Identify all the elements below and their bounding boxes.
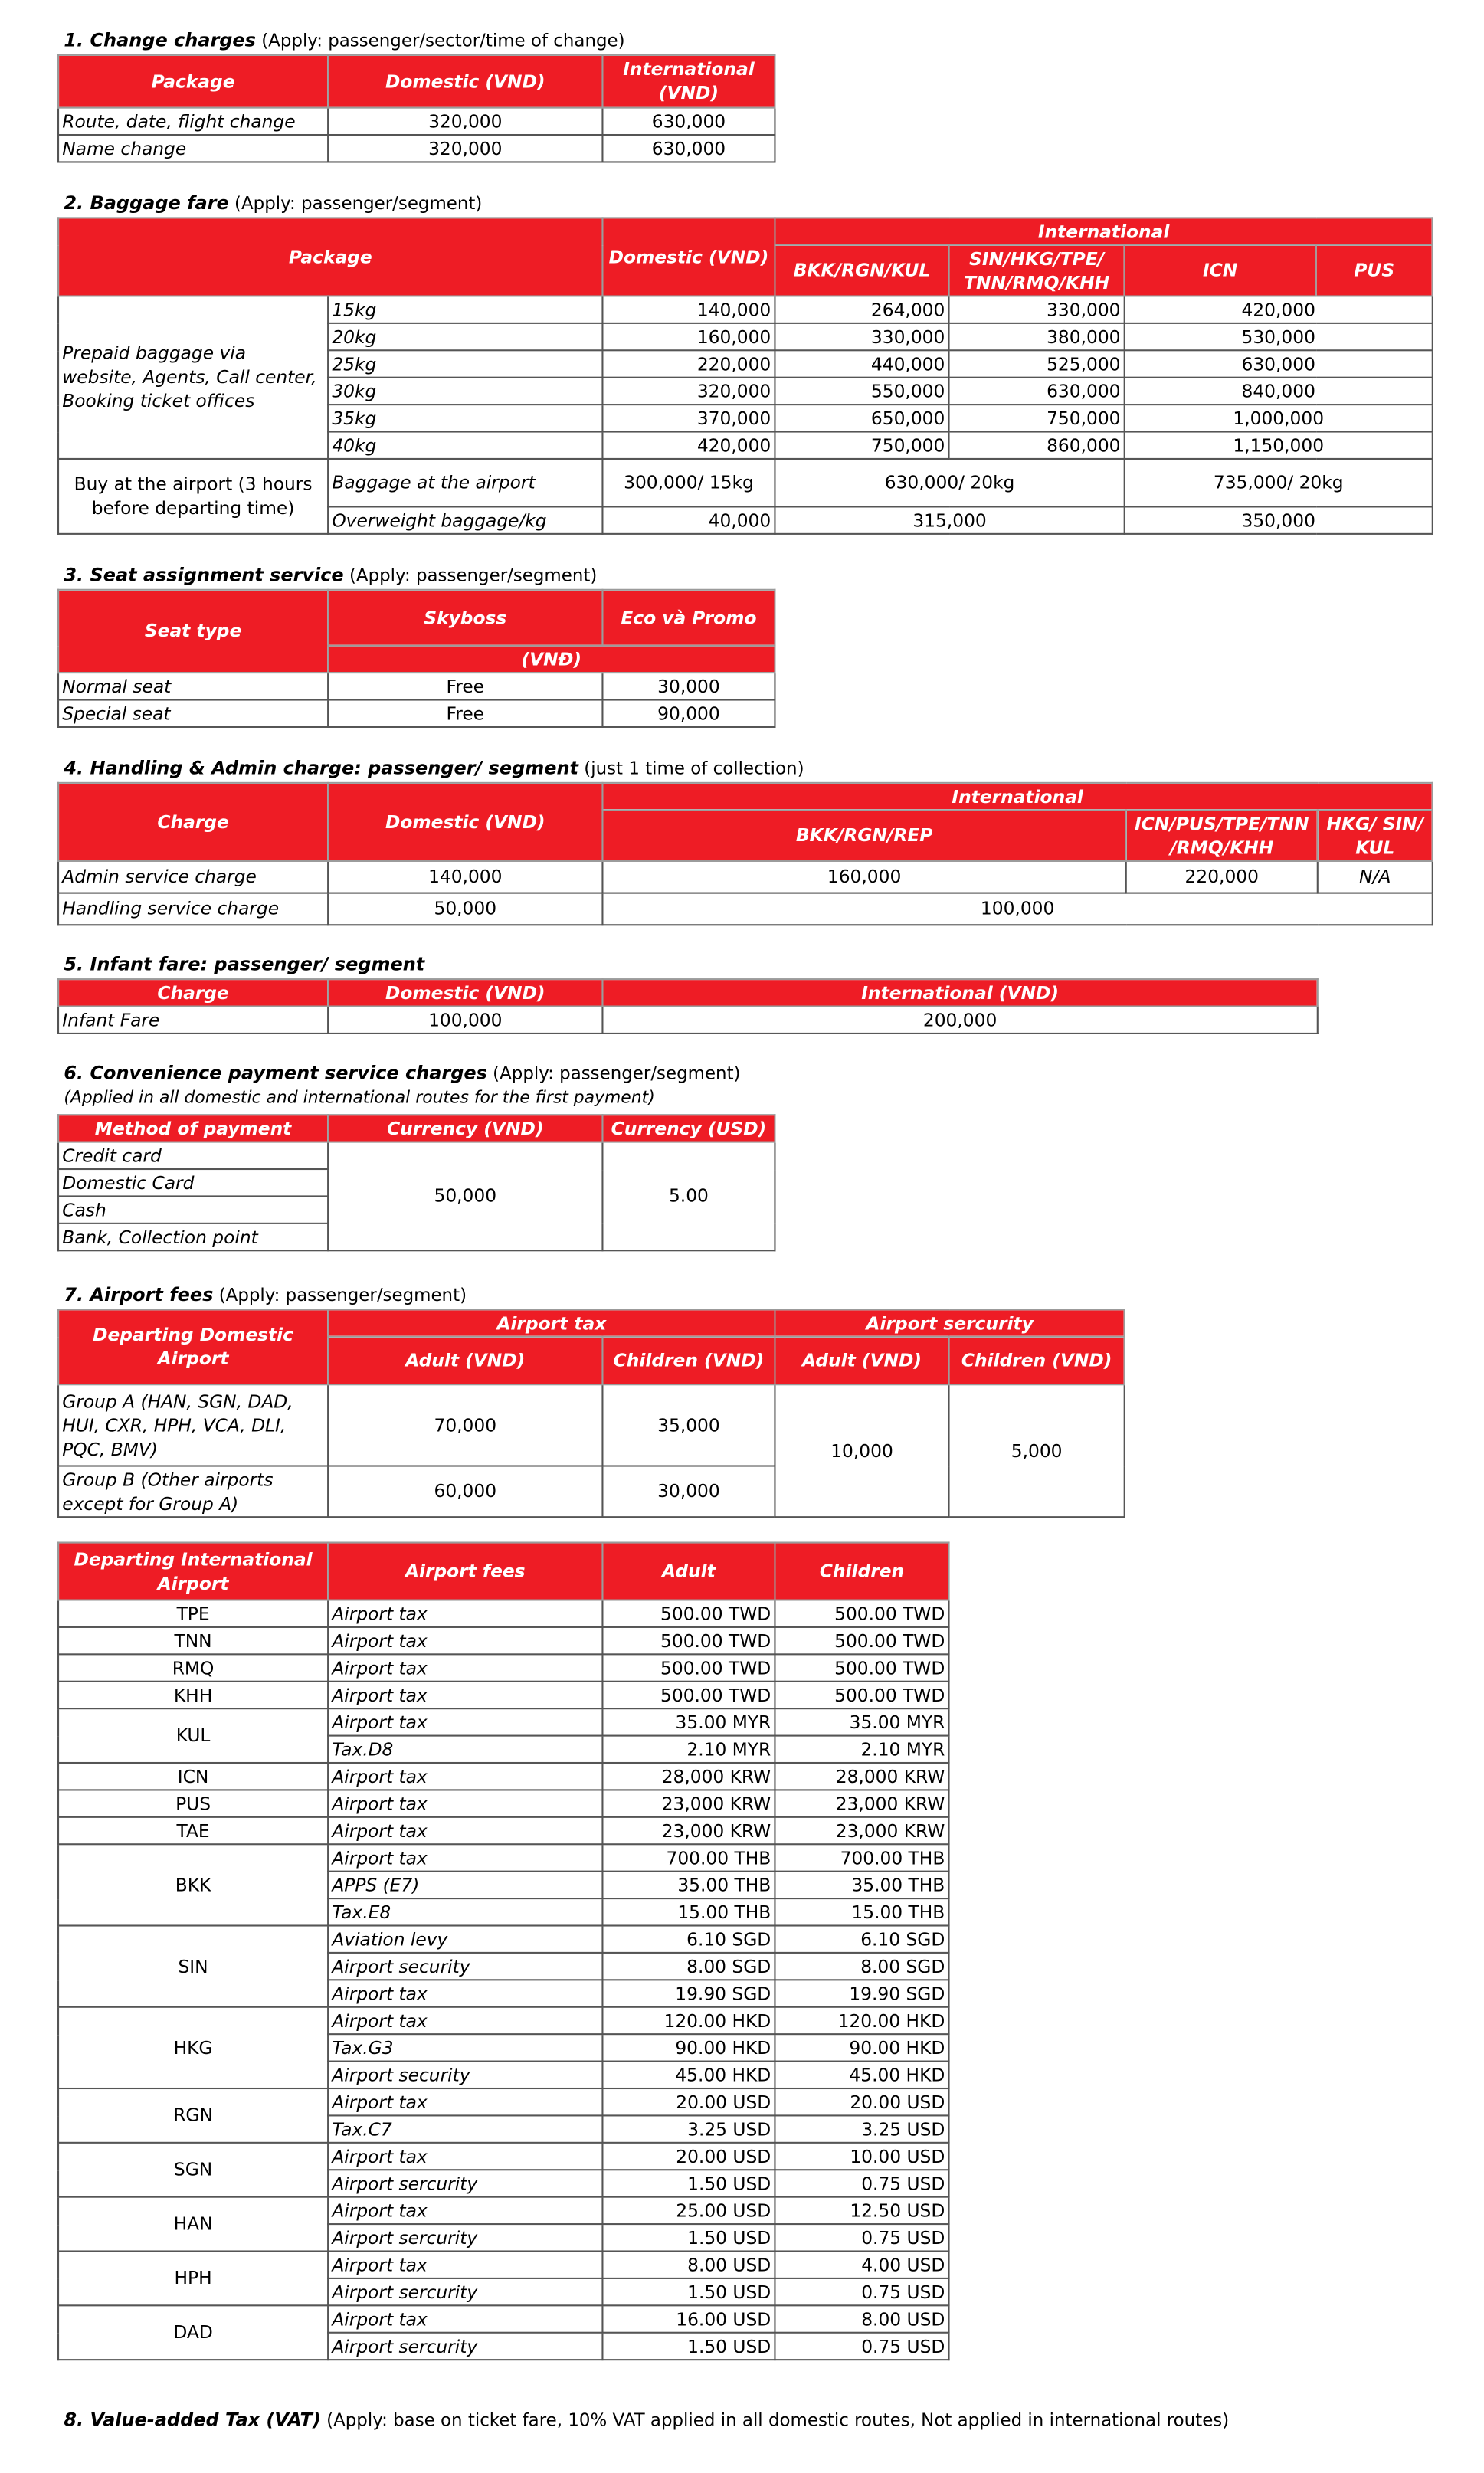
airport-code: PUS	[58, 1790, 328, 1816]
table-row: 25kg 220,000 440,000 525,000 630,000	[58, 350, 1433, 377]
section-6-subnote: (Applied in all domestic and international routes for the first payment)	[64, 1088, 655, 1108]
table-row	[58, 2143, 948, 2170]
table-row	[58, 1763, 948, 1790]
fee-name: Airport tax	[328, 1980, 602, 2006]
airport-code: HPH	[58, 2251, 328, 2305]
children-fee: 0.75 USD	[775, 2170, 948, 2196]
children-fee: 12.50 USD	[775, 2197, 948, 2224]
airport-code: TAE	[58, 1817, 328, 1844]
infant-fare-table: Charge Domestic (VND) International (VND) Infant Fare 100,000 200,000	[57, 978, 1319, 1034]
section-2-title: 2. Baggage fare (Apply: passenger/segment)	[64, 191, 483, 215]
adult-fee: 500.00 TWD	[602, 1682, 775, 1708]
international-airport-fees-table: Departing International Airport Airport fees Adult Children TPE Airport tax 500.00 TWD 500.00 TWD TNN Airport tax 500.00 TWD 500.00 TWD RMQ Airport tax 500.00 TWD 500.00 TWD KHH Airport tax 500.00 TWD 500.00 TWD KUL Airport tax 35.00 MYR 35.00 MYR Tax.D8 2.10 MYR 2.10 MYR ICN Airport tax 28,000 KRW 28,000 KRW PUS Airport tax 23,000 KRW 23,000 KRW TAE Airport tax 23,000 KRW 23,000 KRW BKK Airport tax 700.00 THB 700.00 THB APPS (E7) 35.00 THB 35.00 THB Tax.E8 15.00 THB 15.00 THB SIN Aviation levy 6.10 SGD 6.10 SGD Airport security 8.00 SGD 8.00 SGD Airport tax 19.90 SGD 19.90 SGD HKG Airport tax 120.00 HKD 120.00 HKD Tax.G3 90.00 HKD 90.00 HKD Airport security 45.00 HKD 45.00 HKD RGN Airport tax 20.00 USD 20.00 USD Tax.C7 3.25 USD 3.25 USD SGN Airport tax 20.00 USD 10.00 USD Airport sercurity 1.50 USD 0.75 USD HAN Airport tax 25.00 USD 12.50 USD Airport sercurity 1.50 USD 0.75 USD HPH Airport tax 8.00 USD 4.00 USD Airport sercurity 1.50 USD 0.75 USD DAD Airport tax 16.00 USD 8.00 USD Airport sercurity 1.50 USD 0.75 USD	[57, 1541, 950, 2360]
fee-name: Airport tax	[328, 2143, 602, 2170]
children-fee: 3.25 USD	[775, 2115, 948, 2142]
children-fee: 35.00 THB	[775, 1872, 948, 1898]
adult-fee: 1.50 USD	[602, 2170, 775, 2196]
table-row	[58, 1844, 948, 1871]
children-fee: 0.75 USD	[775, 2333, 948, 2360]
adult-fee: 6.10 SGD	[602, 1926, 775, 1953]
adult-fee: 25.00 USD	[602, 2197, 775, 2224]
adult-fee: 35.00 MYR	[602, 1708, 775, 1735]
adult-fee: 3.25 USD	[602, 2115, 775, 2142]
adult-fee: 1.50 USD	[602, 2333, 775, 2360]
table-row: Group A (HAN, SGN, DAD, HUI, CXR, HPH, VCA, DLI, PQC, BMV) 70,000 35,000 10,000 5,000	[58, 1384, 1125, 1466]
children-fee: 20.00 USD	[775, 2088, 948, 2115]
airport-code: HAN	[58, 2197, 328, 2252]
table-row: 40kg 420,000 750,000 860,000 1,150,000	[58, 432, 1433, 459]
fee-name: Tax.D8	[328, 1736, 602, 1763]
table-row	[58, 2305, 948, 2332]
adult-fee: 20.00 USD	[602, 2088, 775, 2115]
table-row: Admin service charge 140,000 160,000 220,000 N/A	[58, 861, 1433, 893]
adult-fee: 120.00 HKD	[602, 2007, 775, 2034]
airport-code: HKG	[58, 2007, 328, 2088]
fee-name: Airport sercurity	[328, 2224, 602, 2251]
adult-fee: 16.00 USD	[602, 2305, 775, 2332]
fee-name: APPS (E7)	[328, 1872, 602, 1898]
children-fee: 4.00 USD	[775, 2251, 948, 2278]
table-row: 30kg 320,000 550,000 630,000 840,000	[58, 378, 1433, 405]
fee-name: Airport tax	[328, 2007, 602, 2034]
table-row: Infant Fare 100,000 200,000	[58, 1007, 1318, 1033]
children-fee: 500.00 TWD	[775, 1682, 948, 1708]
adult-fee: 700.00 THB	[602, 1844, 775, 1871]
fee-name: Airport sercurity	[328, 2333, 602, 2360]
seat-assignment-table: Seat type Skyboss Eco và Promo (VNĐ) Normal seat Free 30,000 Special seat Free 90,000	[57, 589, 775, 728]
children-fee: 23,000 KRW	[775, 1790, 948, 1816]
table-row: Name change 320,000 630,000	[58, 135, 775, 162]
fee-name: Airport tax	[328, 1682, 602, 1708]
fee-name: Airport tax	[328, 2251, 602, 2278]
payment-charges-table: Method of payment Currency (VND) Currency (USD) Credit card 50,000 5.00 Domestic Card Cash Bank, Collection point	[57, 1114, 775, 1251]
airport-code: RMQ	[58, 1654, 328, 1681]
adult-fee: 19.90 SGD	[602, 1980, 775, 2006]
domestic-airport-fees-table: Departing Domestic Airport Airport tax Airport sercurity Adult (VND) Children (VND) Adult (VND) Children (VND) Group A (HAN, SGN, DAD, HUI, CXR, HPH, VCA, DLI, PQC, BMV) 70,000 35,000 10,000 5,000 Group B (Other airports except for Group A) 60,000 30,000	[57, 1309, 1125, 1518]
table-row: Special seat Free 90,000	[58, 700, 775, 727]
section-1-title: 1. Change charges (Apply: passenger/sector/time of change)	[64, 28, 625, 51]
table-row: 35kg 370,000 650,000 750,000 1,000,000	[58, 405, 1433, 431]
table-row	[58, 1790, 948, 1816]
airport-code: ICN	[58, 1763, 328, 1790]
fee-name: Airport sercurity	[328, 2278, 602, 2305]
children-fee: 28,000 KRW	[775, 1763, 948, 1790]
children-fee: 15.00 THB	[775, 1898, 948, 1925]
airport-code: TPE	[58, 1600, 328, 1627]
airport-code: TNN	[58, 1627, 328, 1654]
airport-code: BKK	[58, 1844, 328, 1925]
children-fee: 500.00 TWD	[775, 1654, 948, 1681]
table-row: Cash	[58, 1196, 775, 1223]
section-4-title: 4. Handling & Admin charge: passenger/ segment (just 1 time of collection)	[64, 756, 804, 779]
section-7-title: 7. Airport fees (Apply: passenger/segment)	[64, 1282, 467, 1306]
table-row	[58, 1708, 948, 1735]
adult-fee: 28,000 KRW	[602, 1763, 775, 1790]
children-fee: 0.75 USD	[775, 2224, 948, 2251]
children-fee: 45.00 HKD	[775, 2062, 948, 2088]
children-fee: 120.00 HKD	[775, 2007, 948, 2034]
children-fee: 8.00 USD	[775, 2305, 948, 2332]
fee-name: Tax.C7	[328, 2115, 602, 2142]
adult-fee: 15.00 THB	[602, 1898, 775, 1925]
table-row: Route, date, flight change 320,000 630,000	[58, 108, 775, 135]
adult-fee: 500.00 TWD	[602, 1627, 775, 1654]
table-row: Domestic Card	[58, 1169, 775, 1196]
children-fee: 0.75 USD	[775, 2278, 948, 2305]
table-row	[58, 2088, 948, 2115]
fee-name: Airport tax	[328, 2305, 602, 2332]
children-fee: 2.10 MYR	[775, 1736, 948, 1763]
table-row: Prepaid baggage via website, Agents, Call center, Booking ticket offices 15kg 140,000 264,000 330,000 420,000	[58, 296, 1433, 323]
adult-fee: 500.00 TWD	[602, 1600, 775, 1627]
fee-name: Airport security	[328, 1953, 602, 1980]
children-fee: 500.00 TWD	[775, 1600, 948, 1627]
adult-fee: 1.50 USD	[602, 2278, 775, 2305]
fee-name: Airport tax	[328, 2197, 602, 2224]
adult-fee: 23,000 KRW	[602, 1790, 775, 1816]
adult-fee: 23,000 KRW	[602, 1817, 775, 1844]
section-3-title: 3. Seat assignment service (Apply: passenger/segment)	[64, 563, 598, 586]
table-row	[58, 1817, 948, 1844]
table-row	[58, 1682, 948, 1708]
adult-fee: 1.50 USD	[602, 2224, 775, 2251]
table-row: Normal seat Free 30,000	[58, 673, 775, 699]
table-row	[58, 1627, 948, 1654]
fee-name: Airport tax	[328, 1600, 602, 1627]
airport-code: KUL	[58, 1708, 328, 1763]
handling-admin-table: Charge Domestic (VND) International BKK/RGN/REP ICN/PUS/TPE/TNN /RMQ/KHH HKG/ SIN/ KUL Admin service charge 140,000 160,000 220,000 N/A Handling service charge 50,000 100,000	[57, 782, 1433, 925]
children-fee: 23,000 KRW	[775, 1817, 948, 1844]
children-fee: 500.00 TWD	[775, 1627, 948, 1654]
fee-name: Airport tax	[328, 1817, 602, 1844]
table-row	[58, 2007, 948, 2034]
fee-name: Airport tax	[328, 2088, 602, 2115]
airport-code: KHH	[58, 1682, 328, 1708]
table-row	[58, 2197, 948, 2224]
table-row: Credit card 50,000 5.00	[58, 1142, 775, 1169]
fee-name: Airport tax	[328, 1708, 602, 1735]
children-fee: 35.00 MYR	[775, 1708, 948, 1735]
table-row: Group B (Other airports except for Group A) 60,000 30,000	[58, 1466, 1125, 1518]
table-row: Bank, Collection point	[58, 1223, 775, 1250]
adult-fee: 2.10 MYR	[602, 1736, 775, 1763]
airport-code: SGN	[58, 2143, 328, 2197]
table-row: Buy at the airport (3 hours before departing time) Baggage at the airport 300,000/ 15kg 630,000/ 20kg 735,000/ 20kg	[58, 459, 1433, 506]
table-row	[58, 1654, 948, 1681]
table-row: Handling service charge 50,000 100,000	[58, 893, 1433, 925]
adult-fee: 90.00 HKD	[602, 2034, 775, 2061]
table-row: Overweight baggage/kg 40,000 315,000 350,000	[58, 506, 1433, 533]
adult-fee: 500.00 TWD	[602, 1654, 775, 1681]
fee-name: Tax.G3	[328, 2034, 602, 2061]
table-row	[58, 1600, 948, 1627]
fee-name: Tax.E8	[328, 1898, 602, 1925]
adult-fee: 8.00 SGD	[602, 1953, 775, 1980]
section-5-title: 5. Infant fare: passenger/ segment	[64, 952, 425, 975]
fee-name: Aviation levy	[328, 1926, 602, 1953]
children-fee: 19.90 SGD	[775, 1980, 948, 2006]
fee-name: Airport tax	[328, 1790, 602, 1816]
table-row	[58, 2251, 948, 2278]
section-8-title: 8. Value-added Tax (VAT) (Apply: base on ticket fare, 10% VAT applied in all domestic routes, Not applied in international routes)	[64, 2408, 1230, 2431]
airport-code: SIN	[58, 1926, 328, 2007]
airport-code: RGN	[58, 2088, 328, 2143]
airport-code: DAD	[58, 2305, 328, 2360]
change-charges-table: Package Domestic (VND) International (VND) Route, date, flight change 320,000 630,000 Name change 320,000 630,000	[57, 54, 775, 163]
adult-fee: 45.00 HKD	[602, 2062, 775, 2088]
children-fee: 10.00 USD	[775, 2143, 948, 2170]
fee-name: Airport tax	[328, 1627, 602, 1654]
fee-name: Airport sercurity	[328, 2170, 602, 2196]
table-row	[58, 1926, 948, 1953]
baggage-fare-table: Package Domestic (VND) International BKK/RGN/KUL SIN/HKG/TPE/ TNN/RMQ/KHH ICN PUS Prepaid baggage via website, Agents, Call center, Booking ticket offices 15kg 140,000 264,000 330,000 420,000 20kg 160,000 330,000 380,000 530,000 25kg 220,000 440,000 525,000 630,000 30kg 320,000 550,000 630,000 840,000 35kg 370,000 650,000 750,000 1,000,000 40kg 420,000 750,000 860,000 1,150,000 Buy at the airport (3 hours before departing time) Baggage at the airport 300,000/ 15kg 630,000/ 20kg 735,000/ 20kg Overweight baggage/kg 40,000 315,000 350,000	[57, 217, 1433, 535]
adult-fee: 35.00 THB	[602, 1872, 775, 1898]
adult-fee: 20.00 USD	[602, 2143, 775, 2170]
children-fee: 90.00 HKD	[775, 2034, 948, 2061]
children-fee: 8.00 SGD	[775, 1953, 948, 1980]
adult-fee: 8.00 USD	[602, 2251, 775, 2278]
table-row: 20kg 160,000 330,000 380,000 530,000	[58, 323, 1433, 350]
fee-name: Airport tax	[328, 1654, 602, 1681]
children-fee: 700.00 THB	[775, 1844, 948, 1871]
fee-name: Airport security	[328, 2062, 602, 2088]
fee-name: Airport tax	[328, 1763, 602, 1790]
section-6-title: 6. Convenience payment service charges (Apply: passenger/segment)	[64, 1061, 741, 1084]
fee-name: Airport tax	[328, 1844, 602, 1871]
children-fee: 6.10 SGD	[775, 1926, 948, 1953]
